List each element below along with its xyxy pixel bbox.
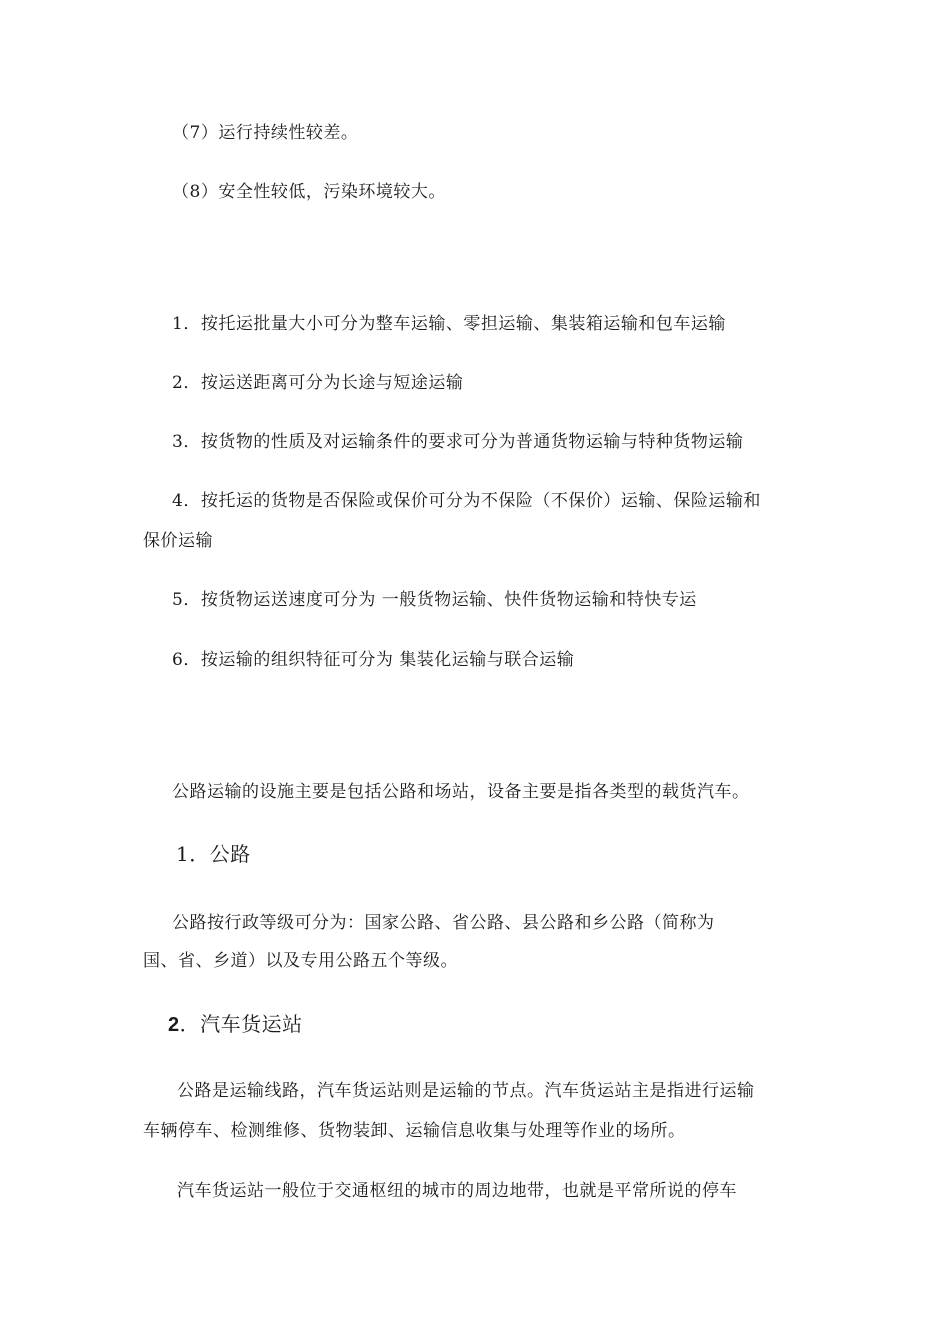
classification-item-3: 3．按货物的性质及对运输条件的要求可分为普通货物运输与特种货物运输 (172, 432, 744, 452)
station-heading-number: 2 (168, 1014, 180, 1036)
road-heading: 1．公路 (176, 842, 251, 866)
characteristic-item-8: （8）安全性较低，污染环境较大。 (172, 182, 446, 202)
classification-item-2: 2．按运送距离可分为长途与短途运输 (172, 373, 464, 393)
station-paragraph-2-line-1: 汽车货运站一般位于交通枢纽的城市的周边地带，也就是平常所说的停车 (177, 1181, 737, 1201)
road-text-line-1: 公路按行政等级可分为：国家公路、省公路、县公路和乡公路（简称为 (172, 913, 715, 933)
facilities-intro: 公路运输的设施主要是包括公路和场站，设备主要是指各类型的载货汽车。 (172, 782, 750, 802)
classification-item-1: 1．按托运批量大小可分为整车运输、零担运输、集装箱运输和包车运输 (172, 314, 726, 334)
station-paragraph-1-line-2: 车辆停车、检测维修、货物装卸、运输信息收集与处理等作业的场所。 (143, 1121, 686, 1141)
classification-item-5: 5．按货物运送速度可分为 一般货物运输、快件货物运输和特快专运 (172, 590, 697, 610)
classification-item-4-line-1: 4．按托运的货物是否保险或保价可分为不保险（不保价）运输、保险运输和 (172, 491, 761, 511)
classification-item-4-line-2: 保价运输 (143, 531, 213, 551)
station-paragraph-1-line-1: 公路是运输线路，汽车货运站则是运输的节点。汽车货运站主是指进行运输 (177, 1081, 755, 1101)
station-heading-text: ．汽车货运站 (179, 1012, 303, 1036)
characteristic-item-7: （7）运行持续性较差。 (172, 123, 359, 143)
road-text-line-2: 国、省、乡道）以及专用公路五个等级。 (143, 951, 458, 971)
classification-item-6: 6．按运输的组织特征可分为 集装化运输与联合运输 (172, 650, 575, 670)
station-heading (168, 1012, 303, 1037)
